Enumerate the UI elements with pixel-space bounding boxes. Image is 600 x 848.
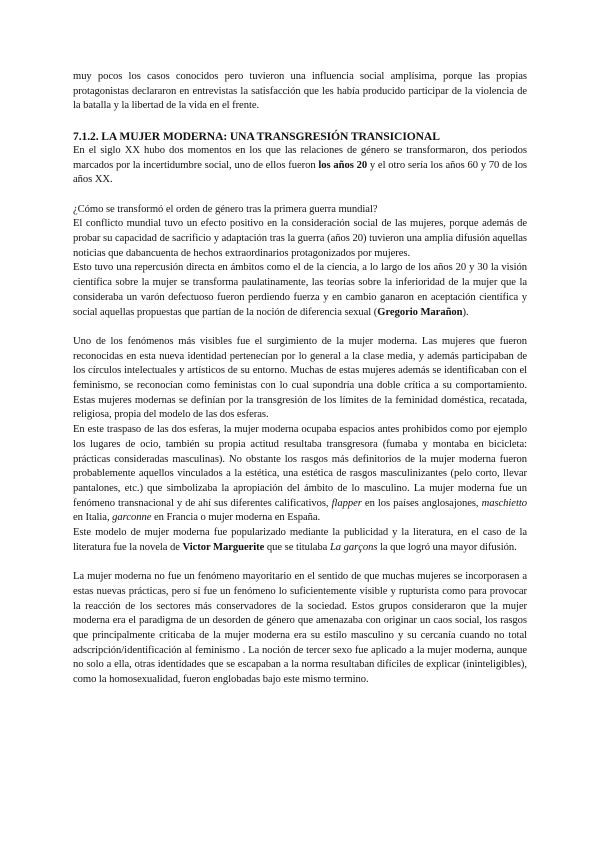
document-page xyxy=(73,70,527,688)
italic-term-maschietto: maschietto xyxy=(481,497,527,509)
text-run: la que logró una mayor difusión. xyxy=(377,541,517,553)
paragraph-two-spheres xyxy=(73,423,527,526)
spacer xyxy=(73,555,527,570)
italic-term-garconne: garconne xyxy=(112,512,152,524)
text-run: que se titulaba xyxy=(264,541,330,553)
text-run: en Italia, xyxy=(73,512,113,524)
bold-name-maranon: Gregorio Marañon xyxy=(377,306,463,318)
bold-name-author: Victor Marguerite xyxy=(182,541,265,553)
paragraph-science xyxy=(73,261,527,320)
text-run: Este modelo de mujer moderna fue popularizado mediante la publicidad y la literatura, en el caso de la literatura fue la novela de xyxy=(73,527,527,553)
intro-paragraph: muy pocos los casos conocidos pero tuvieron una influencia social amplísima, porque las propias protagonistas declararon en entrevistas la satisfacción que les había producido participar de la violencia de la batalla y la libertad de la vida en el frente. xyxy=(73,71,527,112)
paragraph-reaction: La mujer moderna no fue un fenómeno mayoritario en el sentido de que muchas mujeres se incorporasen a estas nuevas prácticas, pero sí fue un fenómeno lo suficientemente visible y rupturista como para provocar la reacción de los sectores más conservadores de la sociedad. Estos grupos consideraron que la mujer moderna era el paradigma de un desorden de género que amenazaba con originar un caos social, los rasgos que principalmente criticaba de la mujer moderna era su estilo masculino y su cercanía cuando no total adscripción/identificación al feminismo . La noción de tercer sexo fue aplicado a la mujer moderna, aunque no solo a ella, otras identidades que se escapaban a la norma resultaban difíciles de explicar (ininteligibles), como la homosexualidad, fueron englobadas bajo este mismo termino. xyxy=(73,571,527,686)
paragraph-modern-woman: Uno de los fenómenos más visibles fue el surgimiento de la mujer moderna. Las mujeres que fueron reconocidas en esta nueva identidad pertenecían por lo general a la clase media, y además participaban de los círculos intelectuales y artísticos de su entorno. Muchas de estas mujeres además se identificaban con el feminismo, se reconocían como feministas con lo cual supondría una doble crítica a su comportamiento. Estas mujeres modernas se definían por la transgresión de los límites de la feminidad doméstica, recatada, religiosa, propia del modelo de las dos esferas. xyxy=(73,335,527,421)
section-heading: 7.1.2. LA MUJER MODERNA: UNA TRANSGRESIÓN TRANSICIONAL xyxy=(73,129,440,143)
text-run: en Francia o mujer moderna en España. xyxy=(151,512,321,524)
italic-term-flapper: flapper xyxy=(331,497,362,509)
spacer xyxy=(73,114,527,129)
question-line: ¿Cómo se transformó el orden de género tras la primera guerra mundial? xyxy=(73,203,378,215)
text-run: En este traspaso de las dos esferas, la mujer moderna ocupaba espacios antes prohibidos como por ejemplo los lugares de ocio, también su propia actitud resultaba transgresora (fumaba y montaba en bicicleta: prácticas consideradas masculinas). No obstante los rasgos más definitorios de la mujer moderna fueron probablemente aquellos vinculados a la estética, una estética de rasgos masculinizantes (pelo corto, llevar pantalones, etc.) que simbolizaba la apropiación del ámbito de lo masculino. La mujer moderna fue un fenómeno transnacional y de ahí sus diferentes calificativos, xyxy=(73,424,527,509)
text-run: En el siglo XX hubo dos momentos en los que las relaciones de género se transformaron, dos periodos marcados por la incertidumbre social, uno de ellos fueron xyxy=(73,144,527,171)
paragraph-twentieth-century xyxy=(73,144,527,188)
paragraph-world-war: El conflicto mundial tuvo un efecto positivo en la consideración social de las mujeres, porque además de probar su capacidad de sacrificio y adaptación tras la guerra (años 20) tuvieron una amplia difusión aquellas noticias que dabancuenta de hechos extraordinarios protagonizados por mujeres. xyxy=(73,218,527,259)
text-run: en los países anglosajones, xyxy=(361,497,482,509)
spacer xyxy=(73,188,527,203)
text-run: ). xyxy=(462,306,469,318)
italic-book-title: La garçons xyxy=(329,541,378,553)
spacer xyxy=(73,320,527,335)
text-run: Esto tuvo una repercusión directa en ámbitos como el de la ciencia, a lo largo de los años 20 y 30 la visión científica sobre la mujer se transforma paulatinamente, las teorías sobre la inferioridad de la mujer que la consideraba un varón defectuoso fueron perdiendo fuerza y en cambio ganaron en aceptación científica y social aquellas propuestas que partían de la noción de diferencia sexual ( xyxy=(73,262,527,318)
paragraph-literature xyxy=(73,526,527,555)
bold-term-anos-20: los años 20 xyxy=(318,159,368,171)
text-run: y el otro sería los años 60 y 70 de los años XX. xyxy=(73,159,528,186)
